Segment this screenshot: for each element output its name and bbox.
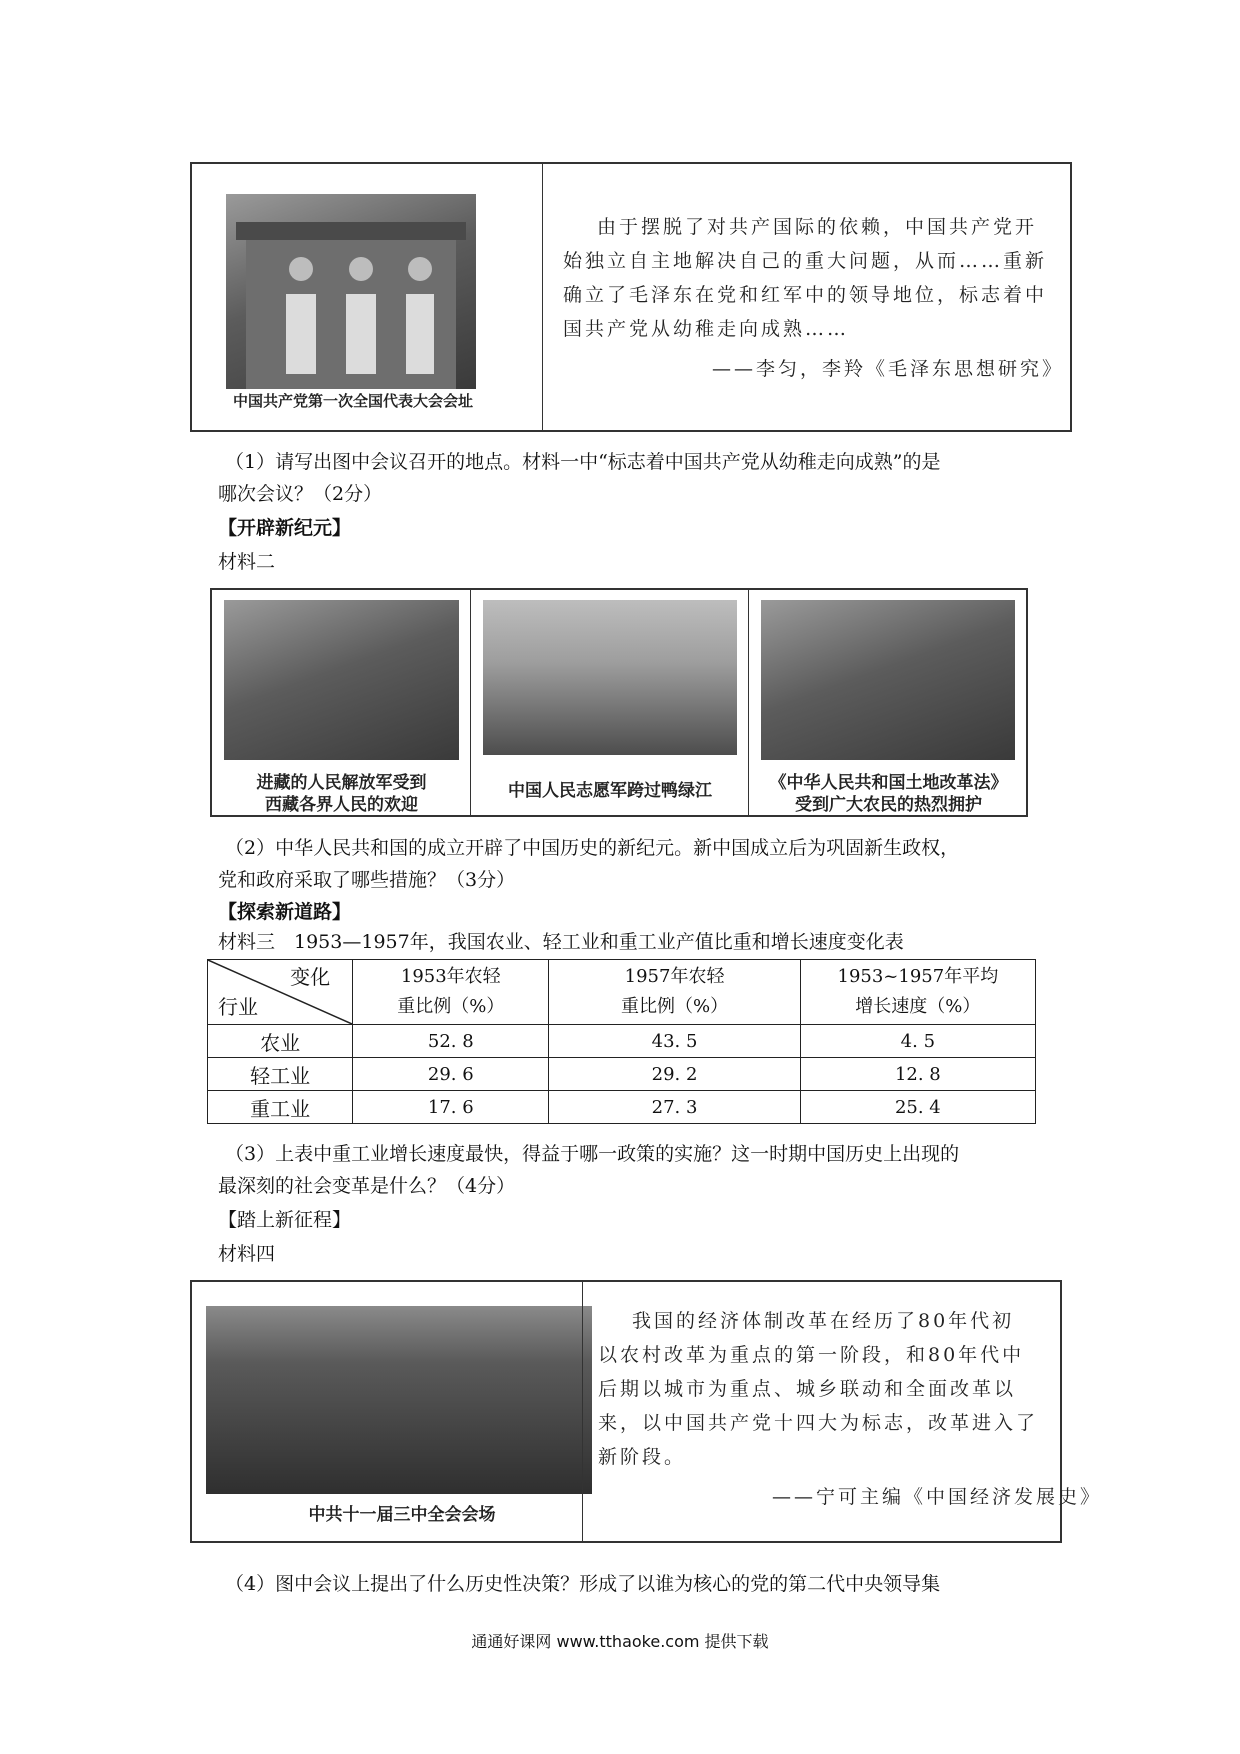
table-cell: 4. 5 xyxy=(800,1025,1035,1058)
material2-caption: 《中华人民共和国土地改革法》 xyxy=(769,773,1008,793)
production-table xyxy=(207,959,1036,1124)
question4-line1: （4）图中会议上提出了什么历史性决策？形成了以谁为核心的党的第二代中央领导集 xyxy=(225,1573,941,1595)
table-corner-cell xyxy=(208,960,353,1025)
question3-line2: 最深刻的社会变革是什么？（4分） xyxy=(218,1175,516,1197)
material1-quote-line: 始独立自主地解决自己的重大问题，从而……重新 xyxy=(563,250,1048,272)
table-cell: 29. 6 xyxy=(353,1058,549,1091)
corner-bottom-label: 行业 xyxy=(218,995,258,1019)
header-line: 1953~1957年平均 xyxy=(837,966,999,987)
row-label: 重工业 xyxy=(208,1091,353,1124)
material4-quote-line: 后期以城市为重点、城乡联动和全面改革以 xyxy=(598,1378,1017,1400)
material1-quote-line: 国共产党从幼稚走向成熟…… xyxy=(563,318,850,340)
table-header-cell xyxy=(353,960,549,1025)
third-plenum-meeting-photo xyxy=(206,1306,592,1494)
question1-line2: 哪次会议？（2分） xyxy=(218,483,383,505)
table-header-row xyxy=(208,960,1036,1025)
table-cell: 29. 2 xyxy=(549,1058,800,1091)
material1-divider xyxy=(542,164,543,430)
material4-divider xyxy=(582,1282,583,1541)
section2-heading: 【开辟新纪元】 xyxy=(218,517,352,539)
material4-quote-source: ——宁可主编《中国经济发展史》 xyxy=(772,1486,1103,1508)
question2-line2: 党和政府采取了哪些措施？（3分） xyxy=(218,869,516,891)
material4-box xyxy=(190,1280,1103,1543)
material4-quote-line: 来，以中国共产党十四大为标志，改革进入了 xyxy=(598,1412,1039,1434)
material4-quote-line: 新阶段。 xyxy=(598,1446,687,1468)
table-row xyxy=(208,1091,1036,1124)
header-line: 1953年农轻 xyxy=(400,966,501,987)
volunteer-army-crossing-photo xyxy=(483,600,737,755)
header-line: 1957年农轻 xyxy=(624,966,725,987)
building-illustration xyxy=(226,194,476,389)
material2-box xyxy=(210,588,1028,817)
table-header-cell xyxy=(800,960,1035,1025)
table-cell: 52. 8 xyxy=(353,1025,549,1058)
table-cell: 27. 3 xyxy=(549,1091,800,1124)
page-footer: 通通好课网 www.tthaoke.com 提供下载 xyxy=(471,1632,769,1651)
land-reform-law-photo xyxy=(761,600,1015,760)
table-cell: 12. 8 xyxy=(800,1058,1035,1091)
material2-caption: 西藏各界人民的欢迎 xyxy=(265,795,418,815)
corner-top-label: 变化 xyxy=(290,965,331,989)
question1-line1: （1）请写出图中会议召开的地点。材料一中“标志着中国共产党从幼稚走向成熟”的是 xyxy=(225,451,941,473)
material4-photo-caption: 中共十一届三中全会会场 xyxy=(308,1505,496,1525)
row-label: 农业 xyxy=(208,1025,353,1058)
material1-quote-line: 由于摆脱了对共产国际的依赖，中国共产党开 xyxy=(597,216,1038,238)
material2-cell xyxy=(212,590,471,815)
material1-quote-line: 确立了毛泽东在党和红军中的领导地位，标志着中 xyxy=(563,284,1048,306)
pla-in-tibet-photo xyxy=(224,600,459,760)
material3-label: 材料三 1953—1957年，我国农业、轻工业和重工业产值比重和增长速度变化表 xyxy=(218,931,904,953)
material2-label: 材料二 xyxy=(218,551,276,573)
material4-quote-line: 以农村改革为重点的第一阶段，和80年代中 xyxy=(598,1344,1025,1366)
material1-box xyxy=(190,162,1072,432)
section3-heading: 【探索新道路】 xyxy=(218,901,352,923)
material2-caption: 受到广大农民的热烈拥护 xyxy=(795,795,982,815)
material2-caption: 中国人民志愿军跨过鸭绿江 xyxy=(508,781,712,801)
table-cell: 43. 5 xyxy=(549,1025,800,1058)
row-label: 轻工业 xyxy=(208,1058,353,1091)
material1-photo-caption: 中国共产党第一次全国代表大会会址 xyxy=(232,392,473,410)
table-cell: 25. 4 xyxy=(800,1091,1035,1124)
table-row xyxy=(208,1025,1036,1058)
material2-cell xyxy=(471,590,749,815)
header-line: 增长速度（%） xyxy=(855,996,981,1017)
header-line: 重比例（%） xyxy=(397,996,505,1017)
table-row xyxy=(208,1058,1036,1091)
header-line: 重比例（%） xyxy=(621,996,729,1017)
table-cell: 17. 6 xyxy=(353,1091,549,1124)
material2-caption: 进藏的人民解放军受到 xyxy=(256,773,427,793)
material4-label: 材料四 xyxy=(218,1243,276,1265)
first-congress-site-photo xyxy=(226,194,476,389)
material4-quote-line: 我国的经济体制改革在经历了80年代初 xyxy=(632,1310,1015,1332)
table-header-cell xyxy=(549,960,800,1025)
question2-line1: （2）中华人民共和国的成立开辟了中国历史的新纪元。新中国成立后为巩固新生政权， xyxy=(225,837,960,859)
material2-cell xyxy=(749,590,1028,815)
material1-quote-source: ——李匀，李羚《毛泽东思想研究》 xyxy=(712,358,1065,380)
section4-heading: 【踏上新征程】 xyxy=(218,1209,352,1231)
question3-line1: （3）上表中重工业增长速度最快，得益于哪一政策的实施？这一时期中国历史上出现的 xyxy=(225,1143,960,1165)
